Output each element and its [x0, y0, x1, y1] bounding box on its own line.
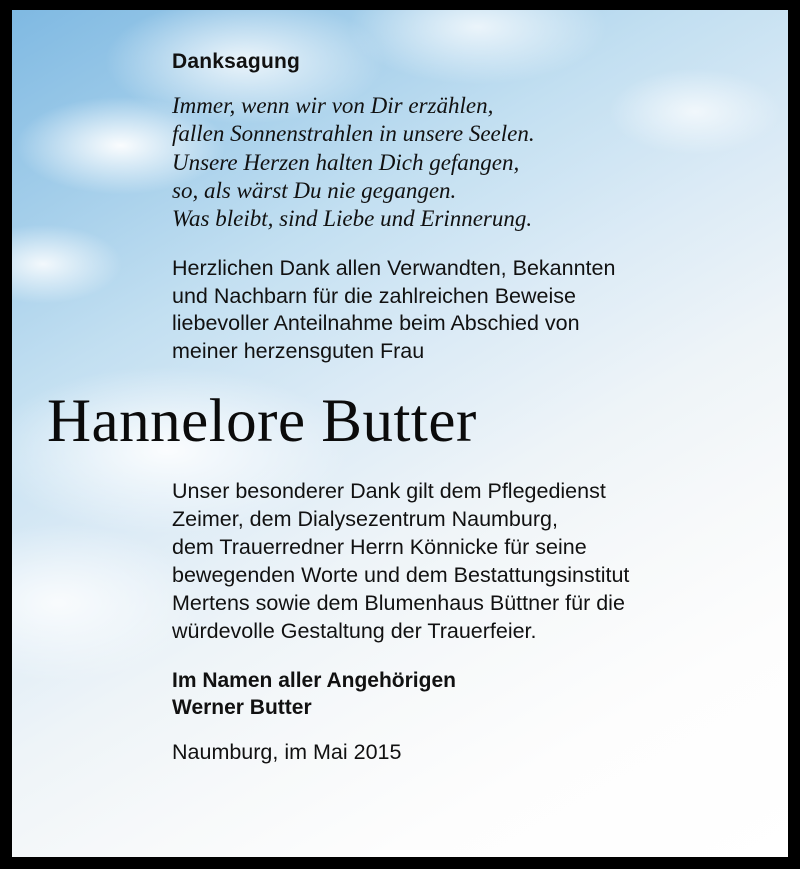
signature-line-family: Im Namen aller Angehörigen — [172, 669, 456, 693]
verse-line: Immer, wenn wir von Dir erzählen, — [172, 93, 494, 118]
thanks-line: Mertens sowie dem Blumenhaus Büttner für die — [172, 591, 625, 616]
verse-line: Unsere Herzen halten Dich gefangen, — [172, 149, 520, 175]
deceased-name: Hannelore Butter — [47, 388, 477, 456]
notice-content — [12, 10, 788, 857]
place-and-date: Naumburg, im Mai 2015 — [172, 739, 402, 764]
verse-line: so, als wärst Du nie gegangen. — [172, 177, 457, 203]
intro-line: liebevoller Anteilnahme beim Abschied von — [172, 311, 580, 336]
thanks-paragraph — [172, 478, 738, 646]
intro-line: Herzlichen Dank allen Verwandten, Bekannten — [172, 256, 616, 281]
signature-line-name: Werner Butter — [172, 695, 312, 719]
thanks-line: würdevolle Gestaltung der Trauerfeier. — [172, 619, 537, 644]
verse-line: fallen Sonnenstrahlen in unsere Seelen. — [172, 121, 535, 147]
intro-line: und Nachbarn für die zahlreichen Beweise — [172, 283, 576, 308]
verse-line: Was bleibt, sind Liebe und Erinnerung. — [172, 206, 533, 232]
intro-line: meiner herzensguten Frau — [172, 338, 425, 363]
thanks-line: Unser besonderer Dank gilt dem Pflegedienst — [172, 479, 606, 504]
thanks-line: bewegenden Worte und dem Bestattungsinstitut — [172, 563, 630, 588]
intro-paragraph — [172, 255, 738, 365]
sky-background-card — [12, 10, 788, 857]
verse-block — [172, 92, 738, 233]
thanks-line: dem Trauerredner Herrn Könnicke für seine — [172, 535, 587, 560]
thanks-line: Zeimer, dem Dialysezentrum Naumburg, — [172, 507, 558, 532]
signature-block — [172, 668, 738, 722]
notice-heading: Danksagung — [172, 50, 301, 73]
